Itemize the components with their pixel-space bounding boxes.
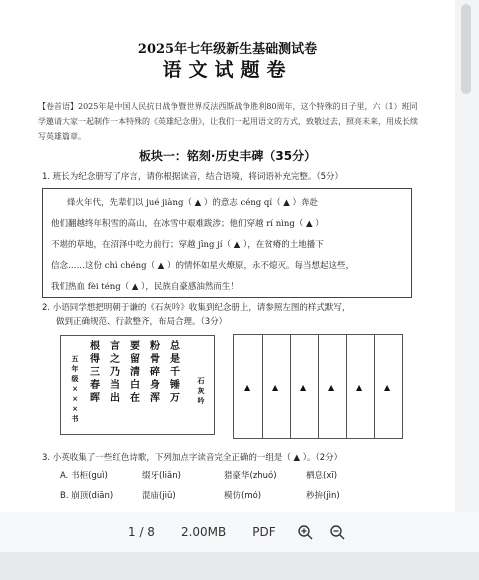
file-size: 2.00MB <box>180 525 227 539</box>
grid-line <box>374 335 375 438</box>
scrollbar-thumb[interactable] <box>461 4 471 94</box>
preface-box <box>42 188 412 298</box>
question-3: 3. 小英收集了一些红色诗歌，下列加点字读音完全正确的一组是（ ▲ ）。（2分） <box>42 453 343 463</box>
exam-title: 2025年七年级新生基础测试卷 <box>137 42 318 57</box>
intro-paragraph: 【卷首语】2025年是中国人民抗日战争暨世界反法西斯战争胜利80周年，这个特殊的日子里，六（1）班同学邀请大家一起制作一本特殊的《英雄纪念册》，让我们一起用语文的方式，致敬过去，照亮未来，用成长续写英雄篇章。 <box>38 102 418 141</box>
calligraphy-column: 总 是 千 锤 万 <box>170 341 180 404</box>
preface-line: 信念……这份 chì chéng（ ▲ ）的情怀如星火燎原，永不熄灭。每当想起这些， <box>51 261 354 271</box>
question-2-line: 2. 小语同学想把明朝于谦的《石灰吟》收集到纪念册上，请参照左图的样式默写， <box>42 303 351 313</box>
answer-grid <box>233 334 403 439</box>
viewer-footer <box>0 552 479 580</box>
answer-triangle: ▲ <box>356 383 363 392</box>
section-title: 板块一：铭刻·历史丰碑（35分） <box>138 149 317 163</box>
option-item: 缀牙(liǎn) <box>142 471 181 481</box>
answer-triangle: ▲ <box>244 383 251 392</box>
option-item: B. 崩顶(diān) <box>60 491 114 501</box>
viewer-toolbar <box>0 512 479 552</box>
grid-line <box>318 335 319 438</box>
option-item: 猎豪华(zhuó) <box>224 471 277 481</box>
preface-line: 烽火年代，先辈们以 jué jiàng（ ▲ ）的意志 céng qí（ ▲ ）奔赴 <box>67 198 319 208</box>
option-item: 混庙(jiǔ) <box>142 491 176 501</box>
preface-line: 我们热血 fèi téng（ ▲ ），民族自豪感油然而生！ <box>51 282 239 292</box>
zoom-in-icon[interactable] <box>296 523 314 541</box>
zoom-out-icon[interactable] <box>328 523 346 541</box>
options-row-a <box>60 469 388 481</box>
answer-triangle: ▲ <box>272 383 279 392</box>
answer-triangle: ▲ <box>328 383 335 392</box>
question-1: 1. 班长为纪念册写了序言，请你根据读音，结合语境，将词语补充完整。（5分） <box>42 172 343 182</box>
preface-line: 不堪的草地，在沼泽中吃力前行；穿越 jīng jí（ ▲ ），在贫瘠的土地播下 <box>51 240 324 250</box>
question-2 <box>42 301 422 329</box>
answer-triangle: ▲ <box>300 383 307 392</box>
calligraphy-column: 要 留 清 白 在 <box>130 341 140 404</box>
file-type: PDF <box>252 525 276 539</box>
option-item: 秒拚(jìn) <box>306 491 340 501</box>
calligraphy-title: 石 灰 吟 <box>197 376 205 405</box>
page-indicator[interactable]: 1 / 8 <box>128 525 155 539</box>
calligraphy-column: 言 之 乃 当 出 <box>110 341 120 404</box>
option-item: A. 书柜(guì) <box>60 471 108 481</box>
vertical-scrollbar[interactable] <box>455 0 479 512</box>
option-item: 模仿(mó) <box>224 491 262 501</box>
grid-line <box>262 335 263 438</box>
grid-line <box>290 335 291 438</box>
calligraphy-column: 粉 骨 碎 身 浑 <box>150 341 160 404</box>
calligraphy-signature: 五 年 级 × × × 书 <box>71 354 79 423</box>
options-row-b <box>60 489 388 501</box>
grid-line <box>346 335 347 438</box>
preface-line: 他们翻越终年积雪的高山，在冰雪中艰难跋涉；他们穿越 rí nìng（ ▲ ） <box>51 219 324 229</box>
calligraphy-sample <box>60 335 215 435</box>
question-2-line: 做到正确规范、行款整齐，布局合理。（3分） <box>56 317 228 327</box>
exam-subtitle: 语文试题卷 <box>162 59 293 81</box>
calligraphy-column: 根 得 三 春 晖 <box>90 341 100 404</box>
answer-triangle: ▲ <box>384 383 391 392</box>
option-item: 栖息(xī) <box>306 471 338 481</box>
